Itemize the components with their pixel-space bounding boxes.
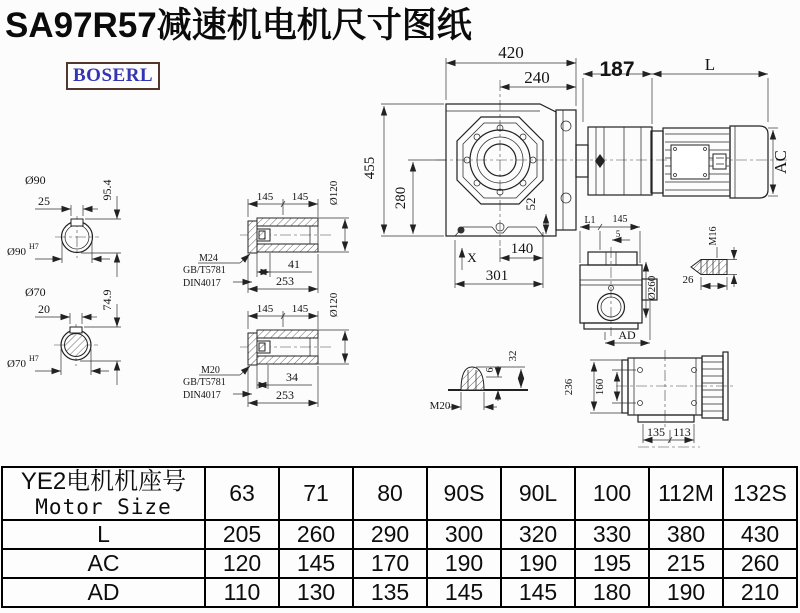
hollow-shaft-bottom	[183, 292, 349, 407]
table-cell: 210	[723, 578, 797, 607]
row-label: AD	[2, 578, 205, 607]
table-cell: 145	[427, 578, 501, 607]
hollow-top-len-a: 145	[256, 191, 274, 203]
row-label: L	[2, 520, 205, 549]
table-header-motor-size	[2, 467, 205, 520]
table-cell: 290	[353, 520, 427, 549]
dim-width-inner: 240	[524, 68, 550, 87]
table-cell: 380	[649, 520, 723, 549]
key-height-90: 95.4	[100, 179, 114, 201]
table-cell: 430	[723, 520, 797, 549]
rear-h160: 160	[594, 378, 606, 396]
bolt-len-26: 26	[682, 274, 694, 286]
dim-length-L: L	[704, 55, 716, 74]
dim-width-301: 301	[485, 268, 509, 284]
shaft-section-70	[7, 285, 121, 385]
table-header-row	[2, 467, 797, 520]
hollow-top-std2: DIN4017	[183, 278, 221, 289]
dim-ac-label: AC	[771, 150, 790, 174]
key-height-70: 74.9	[100, 289, 114, 311]
brand-logo: BOSERL	[66, 62, 160, 90]
dim-5-side: 5	[615, 229, 621, 239]
key-width-90: 25	[38, 194, 50, 208]
table-cell: 112M	[649, 467, 723, 520]
motor-rear-view	[563, 350, 735, 447]
hollow-top-dia: Ø120	[328, 180, 340, 206]
table-cell: 330	[575, 520, 649, 549]
table-cell: 132S	[723, 467, 797, 520]
table-cell: 320	[501, 520, 575, 549]
table-cell: 215	[649, 549, 723, 578]
fit-90-tolerance: H7	[29, 242, 39, 251]
bolt-thread-label: M16	[708, 226, 719, 246]
table-cell: 195	[575, 549, 649, 578]
hollow-bottom-total-len: 253	[276, 388, 294, 402]
rear-w135: 135	[647, 425, 665, 439]
dim-ad-label: AD	[618, 328, 636, 342]
motor-side-view	[576, 55, 790, 198]
table-cell: 190	[501, 549, 575, 578]
header-cn: YE2电机机座号	[20, 467, 187, 495]
key-width-70: 20	[38, 302, 50, 316]
page-title: SA97R57减速机电机尺寸图纸	[5, 6, 472, 45]
dim-offset-52: 52	[523, 197, 538, 211]
table-cell: 120	[205, 549, 279, 578]
table-cell: 90L	[501, 467, 575, 520]
hollow-bottom-dia: Ø120	[328, 292, 340, 318]
table-cell: 71	[279, 467, 353, 520]
table-cell: 170	[353, 549, 427, 578]
hollow-bottom-std1: GB/T5781	[183, 377, 226, 388]
table-cell: 205	[205, 520, 279, 549]
shaft-section-90	[7, 173, 121, 277]
hollow-top-plug-len: 41	[288, 257, 300, 271]
fit-70-label: Ø70	[7, 358, 26, 370]
dim-height-center: 280	[393, 186, 409, 210]
table-cell: 130	[279, 578, 353, 607]
plug-h32: 32	[507, 350, 519, 362]
hollow-bottom-plug-len: 34	[286, 370, 298, 384]
x-marker-label: X	[467, 250, 477, 265]
dim-height-total: 455	[362, 156, 378, 180]
dim-l1-label: L1	[584, 215, 596, 226]
table-cell: 190	[427, 549, 501, 578]
bolt-m16-detail	[683, 227, 738, 290]
plug-h6: 6	[485, 367, 496, 373]
plug-thread-label: M20	[429, 400, 451, 412]
dia-70-label: Ø70	[25, 285, 46, 299]
rear-w113: 113	[673, 425, 691, 439]
dim-145-side: 145	[612, 214, 628, 225]
table-cell: 80	[353, 467, 427, 520]
fit-70-tolerance: H7	[29, 354, 39, 363]
dim-width-top: 420	[498, 43, 524, 62]
hollow-top-thread: M24	[199, 253, 218, 264]
dim-width-187: 187	[599, 58, 635, 81]
gearbox-side-view	[580, 214, 658, 343]
hollow-top-std1: GB/T5781	[183, 265, 226, 276]
hollow-bottom-std2: DIN4017	[183, 390, 221, 401]
table-cell: 100	[575, 467, 649, 520]
fit-90-label: Ø90	[7, 246, 26, 258]
table-cell: 180	[575, 578, 649, 607]
plug-m20-detail	[430, 351, 528, 413]
table-cell: 135	[353, 578, 427, 607]
hollow-shaft-top	[183, 180, 349, 293]
rear-h236: 236	[563, 378, 575, 396]
dia-90-label: Ø90	[25, 173, 46, 187]
header-en: Motor Size	[35, 494, 172, 519]
motor-size-table	[1, 466, 798, 608]
table-row-AD	[2, 578, 797, 607]
table-cell: 300	[427, 520, 501, 549]
dim-dia-260: Ø260	[646, 275, 658, 301]
dim-width-140: 140	[510, 241, 534, 257]
table-cell: 145	[501, 578, 575, 607]
table-cell: 190	[649, 578, 723, 607]
table-cell: 110	[205, 578, 279, 607]
table-cell: 63	[205, 467, 279, 520]
table-cell: 260	[723, 549, 797, 578]
table-cell: 145	[279, 549, 353, 578]
table-cell: 90S	[427, 467, 501, 520]
hollow-bottom-len-a: 145	[256, 303, 274, 315]
row-label: AC	[2, 549, 205, 578]
hollow-top-len-b: 145	[291, 191, 309, 203]
hollow-bottom-thread: M20	[201, 365, 220, 376]
hollow-top-total-len: 253	[276, 274, 294, 288]
hollow-bottom-len-b: 145	[291, 303, 309, 315]
table-row-AC	[2, 549, 797, 578]
table-row-L	[2, 520, 797, 549]
table-cell: 260	[279, 520, 353, 549]
